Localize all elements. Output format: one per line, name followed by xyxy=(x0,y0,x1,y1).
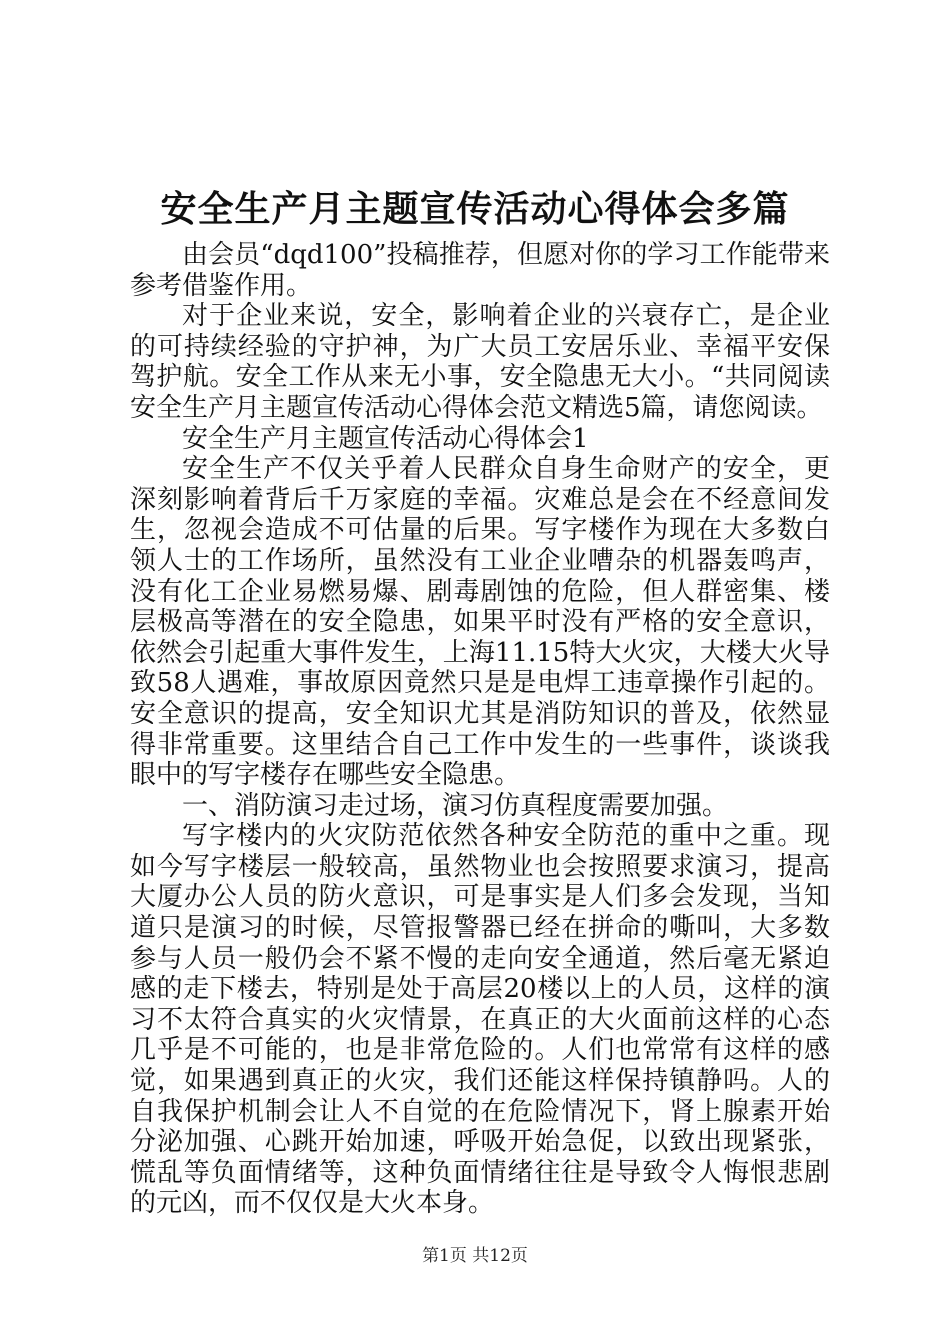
paragraph-section-1: 安全生产不仅关乎着人民群众自身生命财产的安全，更深刻影响着背后千万家庭的幸福。灾难总是会在不经意间发生，忽视会造成不可估量的后果。写字楼作为现在大多数白领人士的工作场所，虽然没有工业企业嘈杂的机器轰鸣声，没有化工企业易燃易爆、剧毒剧蚀的危险，但人群密集、楼层极高等潜在的安全隐患，如果平时没有严格的安全意识，依然会引起重大事件发生，上海11.15特大火灾，大楼大火导致58人遇难，事故原因竟然只是是电焊工违章操作引起的。安全意识的提高，安全知识尤其是消防知识的普及，依然显得非常重要。这里结合自己工作中发生的一些事件，谈谈我眼中的写字楼存在哪些安全隐患。 xyxy=(130,454,830,791)
document-title: 安全生产月主题宣传活动心得体会多篇 xyxy=(160,188,790,230)
page-footer: 第1页 共12页 xyxy=(422,1246,528,1266)
section-heading: 安全生产月主题宣传活动心得体会1 xyxy=(182,423,589,454)
document-body xyxy=(130,240,830,1219)
paragraph-overview: 对于企业来说，安全，影响着企业的兴衰存亡，是企业的可持续经验的守护神，为广大员工安居乐业、幸福平安保驾护航。安全工作从来无小事，安全隐患无大小。“共同阅读安全生产月主题宣传活动心得体会范文精选5篇，请您阅读。 xyxy=(130,301,830,423)
paragraph-intro: 由会员“dqd100”投稿推荐，但愿对你的学习工作能带来参考借鉴作用。 xyxy=(130,240,830,301)
subheading-fire-drill: 一、消防演习走过场，演习仿真程度需要加强。 xyxy=(182,790,729,821)
paragraph-fire-drill: 写字楼内的火灾防范依然各种安全防范的重中之重。现如今写字楼层一般较高，虽然物业也会按照要求演习，提高大厦办公人员的防火意识，可是事实是人们多会发现，当知道只是演习的时候，尽管报警器已经在拼命的嘶叫，大多数参与人员一般仍会不紧不慢的走向安全通道，然后毫无紧迫感的走下楼去，特别是处于高层20楼以上的人员，这样的演习不太符合真实的火灾情景，在真正的大火面前这样的心态几乎是不可能的，也是非常危险的。人们也常常有这样的感觉，如果遇到真正的火灾，我们还能这样保持镇静吗。人的自我保护机制会让人不自觉的在危险情况下，肾上腺素开始分泌加强、心跳开始加速，呼吸开始急促，以致出现紧张，慌乱等负面情绪等，这种负面情绪往往是导致令人悔恨悲剧的元凶，而不仅仅是大火本身。 xyxy=(130,821,830,1219)
